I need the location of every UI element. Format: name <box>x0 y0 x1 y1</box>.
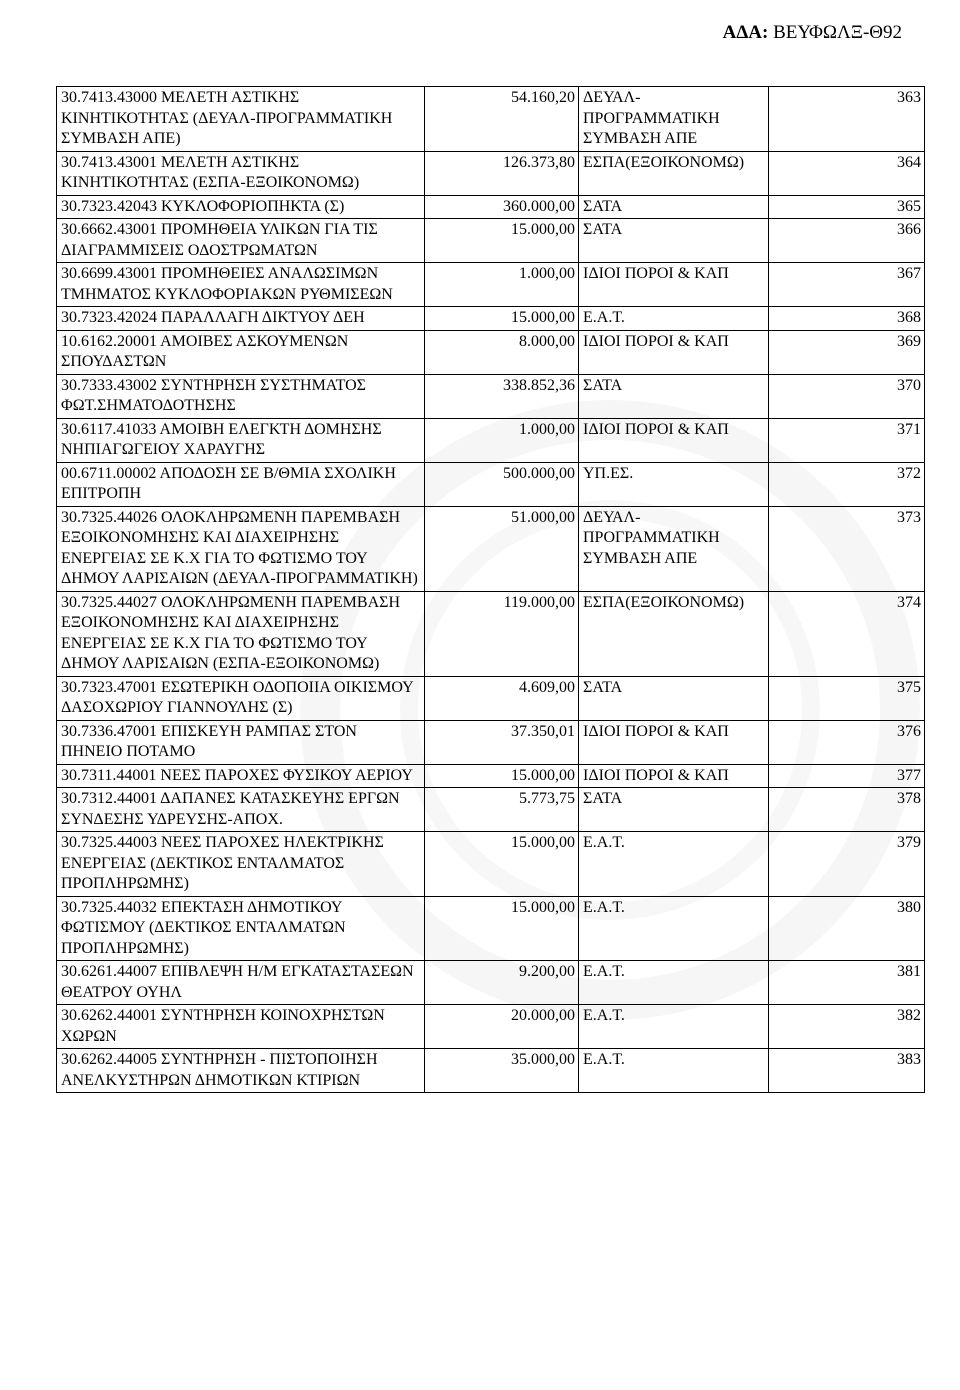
funding-source-cell: Ε.Α.Τ. <box>579 1005 769 1049</box>
funding-source-cell: ΙΔΙΟΙ ΠΟΡΟΙ & ΚΑΠ <box>579 720 769 764</box>
table-row <box>57 896 925 961</box>
funding-source-cell: ΙΔΙΟΙ ΠΟΡΟΙ & ΚΑΠ <box>579 330 769 374</box>
amount-cell: 8.000,00 <box>425 330 579 374</box>
description-cell: 30.7325.44026 ΟΛΟΚΛΗΡΩΜΕΝΗ ΠΑΡΕΜΒΑΣΗ ΕΞΟΙΚΟΝΟΜΗΣΗΣ ΚΑΙ ΔΙΑΧΕΙΡΗΣΗΣ ΕΝΕΡΓΕΙΑΣ ΣΕ Κ.Χ ΓΙΑ ΤΟ ΦΩΤΙΣΜΟ ΤΟΥ ΔΗΜΟΥ ΛΑΡΙΣΑΙΩΝ (ΔΕΥΑΛ-ΠΡΟΓΡΑΜΜΑΤΙΚΗ) <box>57 506 425 591</box>
funding-source-cell: ΙΔΙΟΙ ΠΟΡΟΙ & ΚΑΠ <box>579 764 769 788</box>
row-number-cell: 374 <box>769 591 925 676</box>
funding-source-cell: Ε.Α.Τ. <box>579 1049 769 1093</box>
description-cell: 30.6662.43001 ΠΡΟΜΗΘΕΙΑ ΥΛΙΚΩΝ ΓΙΑ ΤΙΣ ΔΙΑΓΡΑΜΜΙΣΕΙΣ ΟΔΟΣΤΡΩΜΑΤΩΝ <box>57 219 425 263</box>
row-number-cell: 378 <box>769 788 925 832</box>
table-row <box>57 591 925 676</box>
table-row <box>57 788 925 832</box>
funding-source-cell: ΣΑΤΑ <box>579 676 769 720</box>
row-number-cell: 370 <box>769 374 925 418</box>
funding-source-cell: ΕΣΠΑ(ΕΞΟΙΚΟΝΟΜΩ) <box>579 151 769 195</box>
description-cell: 30.6262.44001 ΣΥΝΤΗΡΗΣΗ ΚΟΙΝΟΧΡΗΣΤΩΝ ΧΩΡΩΝ <box>57 1005 425 1049</box>
row-number-cell: 380 <box>769 896 925 961</box>
amount-cell: 119.000,00 <box>425 591 579 676</box>
funding-source-cell: ΥΠ.ΕΣ. <box>579 462 769 506</box>
row-number-cell: 376 <box>769 720 925 764</box>
row-number-cell: 363 <box>769 87 925 152</box>
table-row <box>57 374 925 418</box>
table-row <box>57 219 925 263</box>
amount-cell: 1.000,00 <box>425 263 579 307</box>
funding-source-cell: ΣΑΤΑ <box>579 374 769 418</box>
table-row <box>57 307 925 331</box>
row-number-cell: 367 <box>769 263 925 307</box>
row-number-cell: 366 <box>769 219 925 263</box>
amount-cell: 5.773,75 <box>425 788 579 832</box>
description-cell: 30.7325.44032 ΕΠΕΚΤΑΣΗ ΔΗΜΟΤΙΚΟΥ ΦΩΤΙΣΜΟΥ (ΔΕΚΤΙΚΟΣ ΕΝΤΑΛΜΑΤΩΝ ΠΡΟΠΛΗΡΩΜΗΣ) <box>57 896 425 961</box>
budget-table <box>56 86 925 1093</box>
table-row <box>57 676 925 720</box>
amount-cell: 35.000,00 <box>425 1049 579 1093</box>
amount-cell: 51.000,00 <box>425 506 579 591</box>
table-row <box>57 1005 925 1049</box>
description-cell: 30.7323.42043 ΚΥΚΛΟΦΟΡΙΟΠΗΚΤΑ (Σ) <box>57 195 425 219</box>
description-cell: 30.7323.47001 ΕΣΩΤΕΡΙΚΗ ΟΔΟΠΟΙΙΑ ΟΙΚΙΣΜΟΥ ΔΑΣΟΧΩΡΙΟΥ ΓΙΑΝΝΟΥΛΗΣ (Σ) <box>57 676 425 720</box>
description-cell: 30.7336.47001 ΕΠΙΣΚΕΥΗ ΡΑΜΠΑΣ ΣΤΟΝ ΠΗΝΕΙΟ ΠΟΤΑΜΟ <box>57 720 425 764</box>
table-row <box>57 195 925 219</box>
funding-source-cell: ΔΕΥΑΛ-ΠΡΟΓΡΑΜΜΑΤΙΚΗ ΣΥΜΒΑΣΗ ΑΠΕ <box>579 506 769 591</box>
row-number-cell: 375 <box>769 676 925 720</box>
description-cell: 10.6162.20001 ΑΜΟΙΒΕΣ ΑΣΚΟΥΜΕΝΩΝ ΣΠΟΥΔΑΣΤΩΝ <box>57 330 425 374</box>
row-number-cell: 377 <box>769 764 925 788</box>
table-row <box>57 720 925 764</box>
row-number-cell: 365 <box>769 195 925 219</box>
amount-cell: 20.000,00 <box>425 1005 579 1049</box>
row-number-cell: 372 <box>769 462 925 506</box>
description-cell: 30.7325.44027 ΟΛΟΚΛΗΡΩΜΕΝΗ ΠΑΡΕΜΒΑΣΗ ΕΞΟΙΚΟΝΟΜΗΣΗΣ ΚΑΙ ΔΙΑΧΕΙΡΗΣΗΣ ΕΝΕΡΓΕΙΑΣ ΣΕ Κ.Χ ΓΙΑ ΤΟ ΦΩΤΙΣΜΟ ΤΟΥ ΔΗΜΟΥ ΛΑΡΙΣΑΙΩΝ (ΕΣΠΑ-ΕΞΟΙΚΟΝΟΜΩ) <box>57 591 425 676</box>
description-cell: 30.7325.44003 ΝΕΕΣ ΠΑΡΟΧΕΣ ΗΛΕΚΤΡΙΚΗΣ ΕΝΕΡΓΕΙΑΣ (ΔΕΚΤΙΚΟΣ ΕΝΤΑΛΜΑΤΟΣ ΠΡΟΠΛΗΡΩΜΗΣ) <box>57 832 425 897</box>
description-cell: 30.6699.43001 ΠΡΟΜΗΘΕΙΕΣ ΑΝΑΛΩΣΙΜΩΝ ΤΜΗΜΑΤΟΣ ΚΥΚΛΟΦΟΡΙΑΚΩΝ ΡΥΘΜΙΣΕΩΝ <box>57 263 425 307</box>
table-row <box>57 506 925 591</box>
table-row <box>57 151 925 195</box>
funding-source-cell: Ε.Α.Τ. <box>579 832 769 897</box>
amount-cell: 15.000,00 <box>425 219 579 263</box>
description-cell: 30.7323.42024 ΠΑΡΑΛΛΑΓΗ ΔΙΚΤΥΟΥ ΔΕΗ <box>57 307 425 331</box>
amount-cell: 4.609,00 <box>425 676 579 720</box>
funding-source-cell: ΣΑΤΑ <box>579 195 769 219</box>
amount-cell: 360.000,00 <box>425 195 579 219</box>
amount-cell: 54.160,20 <box>425 87 579 152</box>
amount-cell: 500.000,00 <box>425 462 579 506</box>
budget-table-body <box>57 87 925 1093</box>
amount-cell: 37.350,01 <box>425 720 579 764</box>
row-number-cell: 364 <box>769 151 925 195</box>
amount-cell: 15.000,00 <box>425 764 579 788</box>
row-number-cell: 383 <box>769 1049 925 1093</box>
table-row <box>57 263 925 307</box>
ada-value: ΒΕΥΦΩΛΞ-Θ92 <box>773 22 902 43</box>
table-row <box>57 330 925 374</box>
description-cell: 30.6262.44005 ΣΥΝΤΗΡΗΣΗ - ΠΙΣΤΟΠΟΙΗΣΗ ΑΝΕΛΚΥΣΤΗΡΩΝ ΔΗΜΟΤΙΚΩΝ ΚΤΙΡΙΩΝ <box>57 1049 425 1093</box>
row-number-cell: 379 <box>769 832 925 897</box>
description-cell: 00.6711.00002 ΑΠΟΔΟΣΗ ΣΕ Β/ΘΜΙΑ ΣΧΟΛΙΚΗ ΕΠΙΤΡΟΠΗ <box>57 462 425 506</box>
amount-cell: 126.373,80 <box>425 151 579 195</box>
table-row <box>57 462 925 506</box>
description-cell: 30.7311.44001 ΝΕΕΣ ΠΑΡΟΧΕΣ ΦΥΣΙΚΟΥ ΑΕΡΙΟΥ <box>57 764 425 788</box>
amount-cell: 1.000,00 <box>425 418 579 462</box>
funding-source-cell: ΙΔΙΟΙ ΠΟΡΟΙ & ΚΑΠ <box>579 418 769 462</box>
row-number-cell: 371 <box>769 418 925 462</box>
row-number-cell: 373 <box>769 506 925 591</box>
description-cell: 30.6261.44007 ΕΠΙΒΛΕΨΗ Η/Μ ΕΓΚΑΤΑΣΤΑΣΕΩΝ ΘΕΑΤΡΟΥ ΟΥΗΛ <box>57 961 425 1005</box>
description-cell: 30.7312.44001 ΔΑΠΑΝΕΣ ΚΑΤΑΣΚΕΥΗΣ ΕΡΓΩΝ ΣΥΝΔΕΣΗΣ ΥΔΡΕΥΣΗΣ-ΑΠΟΧ. <box>57 788 425 832</box>
ada-code <box>723 22 902 44</box>
description-cell: 30.6117.41033 ΑΜΟΙΒΗ ΕΛΕΓΚΤΗ ΔΟΜΗΣΗΣ ΝΗΠΙΑΓΩΓΕΙΟΥ ΧΑΡΑΥΓΗΣ <box>57 418 425 462</box>
funding-source-cell: ΣΑΤΑ <box>579 219 769 263</box>
row-number-cell: 382 <box>769 1005 925 1049</box>
table-row <box>57 832 925 897</box>
ada-label: ΑΔΑ: <box>722 22 769 43</box>
table-row <box>57 961 925 1005</box>
row-number-cell: 368 <box>769 307 925 331</box>
row-number-cell: 381 <box>769 961 925 1005</box>
amount-cell: 15.000,00 <box>425 307 579 331</box>
row-number-cell: 369 <box>769 330 925 374</box>
funding-source-cell: Ε.Α.Τ. <box>579 307 769 331</box>
amount-cell: 9.200,00 <box>425 961 579 1005</box>
table-row <box>57 87 925 152</box>
description-cell: 30.7413.43001 ΜΕΛΕΤΗ ΑΣΤΙΚΗΣ ΚΙΝΗΤΙΚΟΤΗΤΑΣ (ΕΣΠΑ-ΕΞΟΙΚΟΝΟΜΩ) <box>57 151 425 195</box>
description-cell: 30.7413.43000 ΜΕΛΕΤΗ ΑΣΤΙΚΗΣ ΚΙΝΗΤΙΚΟΤΗΤΑΣ (ΔΕΥΑΛ-ΠΡΟΓΡΑΜΜΑΤΙΚΗ ΣΥΜΒΑΣΗ ΑΠΕ) <box>57 87 425 152</box>
funding-source-cell: ΣΑΤΑ <box>579 788 769 832</box>
description-cell: 30.7333.43002 ΣΥΝΤΗΡΗΣΗ ΣΥΣΤΗΜΑΤΟΣ ΦΩΤ.ΣΗΜΑΤΟΔΟΤΗΣΗΣ <box>57 374 425 418</box>
table-row <box>57 1049 925 1093</box>
amount-cell: 15.000,00 <box>425 832 579 897</box>
funding-source-cell: Ε.Α.Τ. <box>579 961 769 1005</box>
funding-source-cell: ΕΣΠΑ(ΕΞΟΙΚΟΝΟΜΩ) <box>579 591 769 676</box>
amount-cell: 338.852,36 <box>425 374 579 418</box>
amount-cell: 15.000,00 <box>425 896 579 961</box>
funding-source-cell: ΔΕΥΑΛ-ΠΡΟΓΡΑΜΜΑΤΙΚΗ ΣΥΜΒΑΣΗ ΑΠΕ <box>579 87 769 152</box>
funding-source-cell: Ε.Α.Τ. <box>579 896 769 961</box>
table-row <box>57 418 925 462</box>
funding-source-cell: ΙΔΙΟΙ ΠΟΡΟΙ & ΚΑΠ <box>579 263 769 307</box>
table-row <box>57 764 925 788</box>
